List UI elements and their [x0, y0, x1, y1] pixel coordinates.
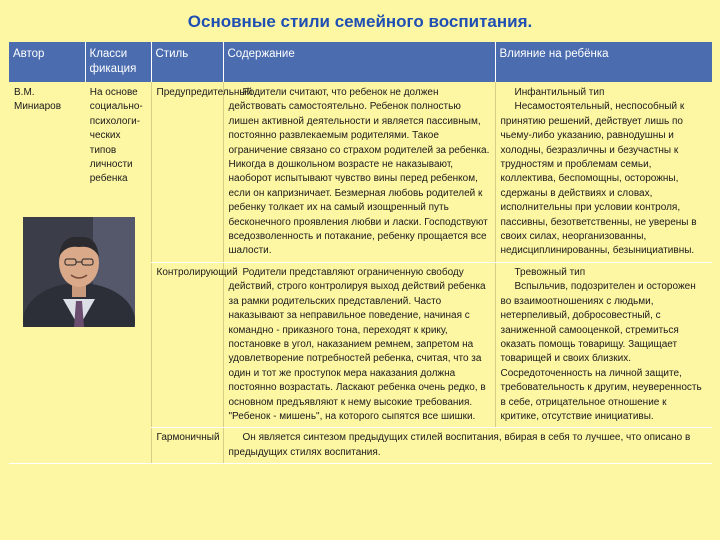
style-cell: Гармоничный	[151, 428, 223, 464]
header-classification: Класси фикация	[85, 42, 151, 82]
header-content: Содержание	[223, 42, 495, 82]
classification-text: На основе социально-психологи-ческих типов личности ребенка	[89, 87, 143, 185]
influence-text: Несамостоятельный, неспособный к принятию решений, действует лишь по чьему-либо указанию, равнодушны и холодны, безразличны и безучастны к трудностям и проблемам семьи, коллектива, беспомощны, осторожны, сдержаны в действиях и словах, исполнительны при условии контроля, пассивны, безответственны, не уверены в своих силах, неорганизованны, недисциплинированны, безынициативны.	[500, 101, 697, 257]
table-row	[9, 82, 712, 262]
content-cell	[223, 428, 712, 464]
author-photo	[23, 217, 135, 327]
content-text: Родители представляют ограниченную свободу действий, строго контролируя выход действий ребенка за рамки родительских представлений. Часто наказывают за неправильное поведение, начиная с командно - приказного тона, переходят к крику, постановке в угол, наказанием ремнем, запретом на удовлетворение потребностей ребенка, считая, что за один и тот же проступок мера наказания должна постоянно возрастать. Ласкают ребенка очень редко, в основном предъявляют к нему высокие требования. "Ребенок - мишень", на которого сыпятся все шишки.	[228, 266, 486, 422]
header-influence: Влияние на ребёнка	[495, 42, 712, 82]
influence-type: Инфантильный тип	[514, 87, 605, 98]
influence-cell	[495, 262, 712, 427]
content-cell	[223, 262, 495, 427]
influence-cell	[495, 82, 712, 262]
header-author: Автор	[9, 42, 85, 82]
author-classification-cell	[9, 82, 151, 464]
influence-type: Тревожный тип	[514, 266, 586, 278]
content-cell	[223, 82, 495, 262]
header-style: Стиль	[151, 42, 223, 82]
style-cell: Контролирующий	[151, 262, 223, 427]
page-title: Основные стили семейного воспитания.	[187, 12, 533, 31]
influence-text: Вспыльчив, подозрителен и осторожен во взаимоотношениях с людьми, нетерпеливый, добросовестный, с заниженной самооценкой, стремиться оказать помощь товарищу. Защищает товарищей и своих близких. Сосредоточенность на личной защите, требовательность к другим, неуверенность в себе, отрицательное отношение к критике, отсутствие инициативы.	[500, 281, 702, 422]
table-header-row	[9, 42, 712, 82]
author-name: В.М. Миниаров	[14, 87, 62, 113]
style-cell: Предупредительный	[151, 82, 223, 262]
parenting-styles-table	[9, 42, 712, 464]
content-text: Он является синтезом предыдущих стилей воспитания, вбирая в себя то лучшее, что описано в предыдущих стилях воспитания.	[228, 432, 691, 458]
content-text: Родители считают, что ребенок не должен действовать самостоятельно. Ребенок полностью лишен активной деятельности и является пассивным, постоянно развлекаемым родителями. Такое ограничение связано со страхом родителей за ребенка. Никогда в дошкольном возрасте не наказывают, наоборот испытывают чувство вины перед ребенком, если он капризничает. Безмерная любовь родителей к ребенку толкает их на самый изощренный путь бесконечного проявления любви и ласки. Господствуют вседозволенность и потакание, ребенку прощается все шалости.	[228, 87, 490, 257]
